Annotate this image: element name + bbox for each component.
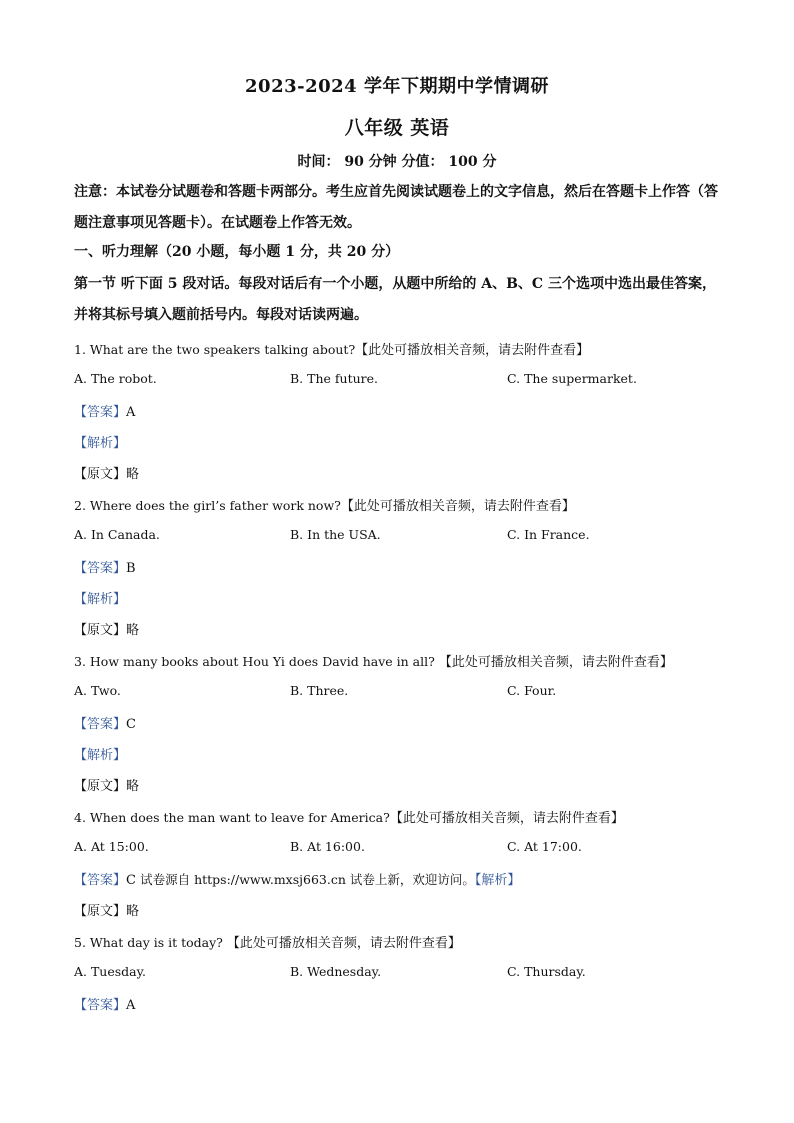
- answer-row: [74, 869, 520, 888]
- source-note: 试卷源自 https://www.mxsj663.cn 试卷上新，欢迎访问。: [140, 872, 475, 887]
- section-instruction: 第一节 听下面 5 段对话。每段对话后有一个小题，从题中所给的 A、B、C 三个选项中选出最佳答案，并将其标号填入题前括号内。每段对话读两遍。: [74, 276, 716, 323]
- answer-row: [74, 713, 136, 732]
- option-a: A. The robot.: [74, 371, 157, 386]
- option-b: B. Three.: [290, 683, 349, 698]
- answer-row: [74, 557, 136, 576]
- answer-label: 【答案】: [74, 561, 127, 576]
- option-c: C. Four.: [507, 683, 557, 698]
- answer-value: B: [126, 561, 136, 576]
- original-value: 略: [126, 779, 140, 794]
- question-text: 3. How many books about Hou Yi does David have in all?: [74, 654, 435, 669]
- option-b: B. Wednesday.: [290, 964, 382, 979]
- audio-note: 【此处可播放相关音频，请去附件查看】: [226, 936, 461, 951]
- question-text: 2. Where does the girl’s father work now?: [74, 498, 341, 513]
- original-row: [74, 619, 139, 638]
- question-stem: [74, 495, 575, 514]
- analysis-label: 【解析】: [74, 592, 127, 607]
- analysis-row: [74, 744, 126, 763]
- option-b: B. At 16:00.: [290, 839, 365, 854]
- question-text: 5. What day is it today?: [74, 935, 223, 950]
- audio-note: 【此处可播放相关音频，请去附件查看】: [438, 655, 673, 670]
- option-c: C. The supermarket.: [507, 371, 637, 386]
- answer-value: C: [126, 717, 136, 732]
- original-label: 【原文】: [74, 904, 127, 919]
- answer-label: 【答案】: [74, 998, 127, 1013]
- question-text: 1. What are the two speakers talking about?: [74, 342, 356, 357]
- audio-note: 【此处可播放相关音频，请去附件查看】: [389, 811, 624, 826]
- notice-paragraph: 注意：本试卷分试题卷和答题卡两部分。考生应首先阅读试题卷上的文字信息，然后在答题卡上作答（答题注意事项见答题卡）。在试题卷上作答无效。: [74, 184, 718, 231]
- answer-label: 【答案】: [74, 405, 127, 420]
- question-text: 4. When does the man want to leave for America?: [74, 810, 390, 825]
- exam-meta: 时间： 90 分钟 分值： 100 分: [297, 154, 497, 170]
- exam-title: 2023-2024 学年下期期中学情调研: [245, 76, 549, 97]
- original-value: 略: [126, 467, 140, 482]
- answer-row: [74, 401, 135, 420]
- question-stem: [74, 807, 624, 826]
- analysis-label: 【解析】: [74, 748, 127, 763]
- audio-note: 【此处可播放相关音频，请去附件查看】: [340, 499, 575, 514]
- question-stem: [74, 932, 461, 951]
- option-a: A. Two.: [74, 683, 121, 698]
- analysis-row: [74, 588, 126, 607]
- audio-note: 【此处可播放相关音频，请去附件查看】: [355, 343, 590, 358]
- answer-value: A: [126, 998, 136, 1013]
- answer-value: C: [126, 873, 136, 888]
- answer-value: A: [126, 405, 136, 420]
- option-c: C. At 17:00.: [507, 839, 582, 854]
- option-b: B. In the USA.: [290, 527, 381, 542]
- question-stem: [74, 339, 589, 358]
- original-label: 【原文】: [74, 779, 127, 794]
- section-heading: 一、听力理解（20 小题，每小题 1 分，共 20 分）: [74, 244, 400, 260]
- original-row: [74, 900, 139, 919]
- option-a: A. At 15:00.: [74, 839, 149, 854]
- answer-label: 【答案】: [74, 873, 127, 888]
- exam-subtitle: 八年级 英语: [344, 117, 450, 139]
- option-a: A. Tuesday.: [74, 964, 147, 979]
- answer-row: [74, 994, 135, 1013]
- original-row: [74, 463, 139, 482]
- option-c: C. In France.: [507, 527, 590, 542]
- option-b: B. The future.: [290, 371, 378, 386]
- original-label: 【原文】: [74, 467, 127, 482]
- original-value: 略: [126, 623, 140, 638]
- option-a: A. In Canada.: [74, 527, 160, 542]
- analysis-row: [74, 432, 126, 451]
- answer-label: 【答案】: [74, 717, 127, 732]
- analysis-label: 【解析】: [474, 873, 521, 888]
- original-label: 【原文】: [74, 623, 127, 638]
- original-row: [74, 775, 139, 794]
- option-c: C. Thursday.: [507, 964, 586, 979]
- original-value: 略: [126, 904, 140, 919]
- analysis-label: 【解析】: [74, 436, 127, 451]
- question-stem: [74, 651, 673, 670]
